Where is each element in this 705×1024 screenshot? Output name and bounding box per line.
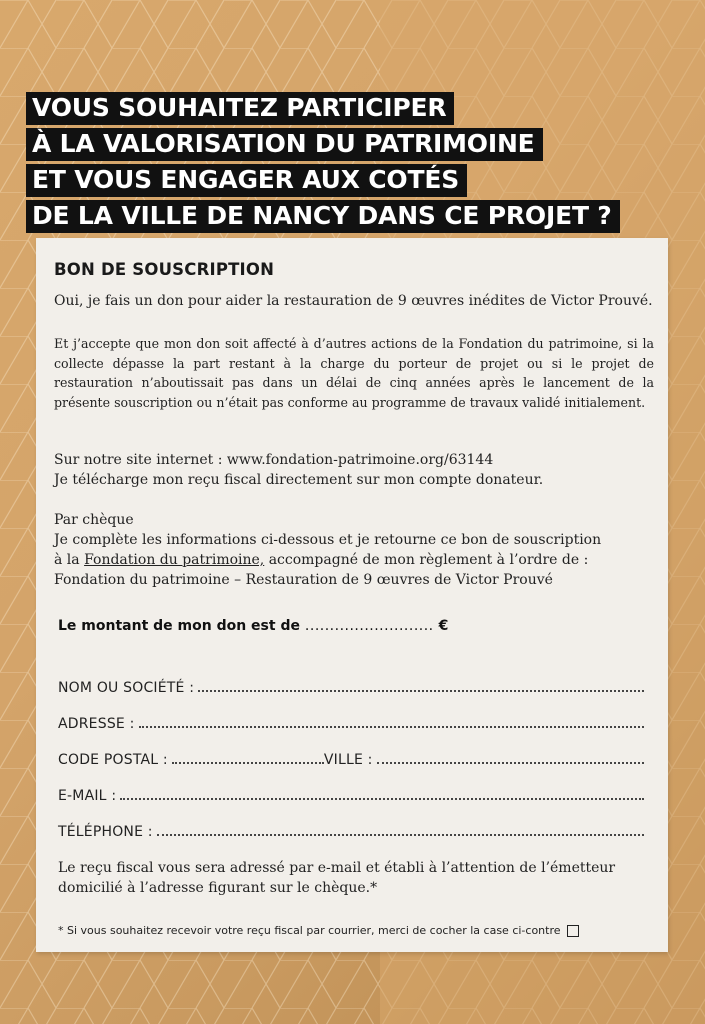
- cheque-title: Par chèque: [54, 512, 134, 528]
- receipt-note: Le reçu fiscal vous sera adressé par e-mail et établi à l’attention de l’émetteur domicilié à l’adresse figurant sur le chèque.*: [58, 860, 616, 896]
- cheque-section: [54, 510, 654, 590]
- footnote-text: * Si vous souhaitez recevoir votre reçu fiscal par courrier, merci de cocher la case ci-contre: [58, 924, 561, 937]
- address-label: ADRESSE :: [58, 716, 135, 732]
- online-url-text: Sur notre site internet : www.fondation-patrimoine.org/63144: [54, 452, 494, 468]
- consent-text: Et j’accepte que mon don soit affecté à d’autres actions de la Fondation du patrimoine, si la collecte dépasse la part restant à la charge du porteur de projet ou si le projet de restauration n’aboutissait pas dans un délai de cinq années après le lancement de la présente souscription ou n’était pas conforme au programme de travaux validé initialement.: [54, 336, 654, 410]
- address-line[interactable]: [139, 712, 644, 728]
- headline-line-2: À LA VALORISATION DU PATRIMOINE: [26, 128, 543, 161]
- city-line[interactable]: [377, 748, 644, 764]
- cheque-line-3: Fondation du patrimoine – Restauration de 9 œuvres de Victor Prouvé: [54, 572, 553, 588]
- email-field[interactable]: [58, 784, 644, 804]
- postal-line[interactable]: [172, 748, 324, 764]
- cheque-line-2-post: accompagné de mon règlement à l’ordre de :: [264, 552, 589, 568]
- mail-receipt-checkbox[interactable]: [567, 925, 579, 937]
- name-field[interactable]: [58, 676, 644, 696]
- cheque-line-2-pre: à la: [54, 552, 85, 568]
- amount-dots[interactable]: ..........................: [299, 618, 439, 634]
- currency-symbol: €: [438, 618, 449, 634]
- phone-field[interactable]: [58, 820, 644, 840]
- headline-line-3: ET VOUS ENGAGER AUX COTÉS: [26, 164, 467, 197]
- amount-label: Le montant de mon don est de: [58, 618, 300, 634]
- phone-label: TÉLÉPHONE :: [58, 824, 153, 840]
- address-field[interactable]: [58, 712, 644, 732]
- subscription-form: [36, 238, 668, 952]
- cheque-line-1: Je complète les informations ci-dessous et je retourne ce bon de souscription: [54, 532, 602, 548]
- email-line[interactable]: [120, 784, 644, 800]
- headline-line-4: DE LA VILLE DE NANCY DANS CE PROJET ?: [26, 200, 620, 233]
- form-title: BON DE SOUSCRIPTION: [54, 260, 275, 279]
- online-section: [54, 450, 654, 490]
- intro-text: Oui, je fais un don pour aider la restauration de 9 œuvres inédites de Victor Prouvé.: [54, 293, 653, 309]
- name-label: NOM OU SOCIÉTÉ :: [58, 680, 195, 696]
- city-label: VILLE :: [323, 752, 373, 768]
- headline: [26, 92, 620, 236]
- headline-line-1: VOUS SOUHAITEZ PARTICIPER: [26, 92, 454, 125]
- phone-line[interactable]: [157, 820, 644, 836]
- postal-label: CODE POSTAL :: [58, 752, 168, 768]
- amount-field[interactable]: [58, 618, 448, 634]
- cheque-line-2: [54, 550, 654, 570]
- email-label: E-MAIL :: [58, 788, 117, 804]
- fondation-link: Fondation du patrimoine,: [84, 552, 265, 568]
- online-receipt-text: Je télécharge mon reçu fiscal directement sur mon compte donateur.: [54, 472, 544, 488]
- footnote: [58, 924, 579, 937]
- postal-city-field[interactable]: [58, 748, 644, 768]
- name-line[interactable]: [198, 676, 644, 692]
